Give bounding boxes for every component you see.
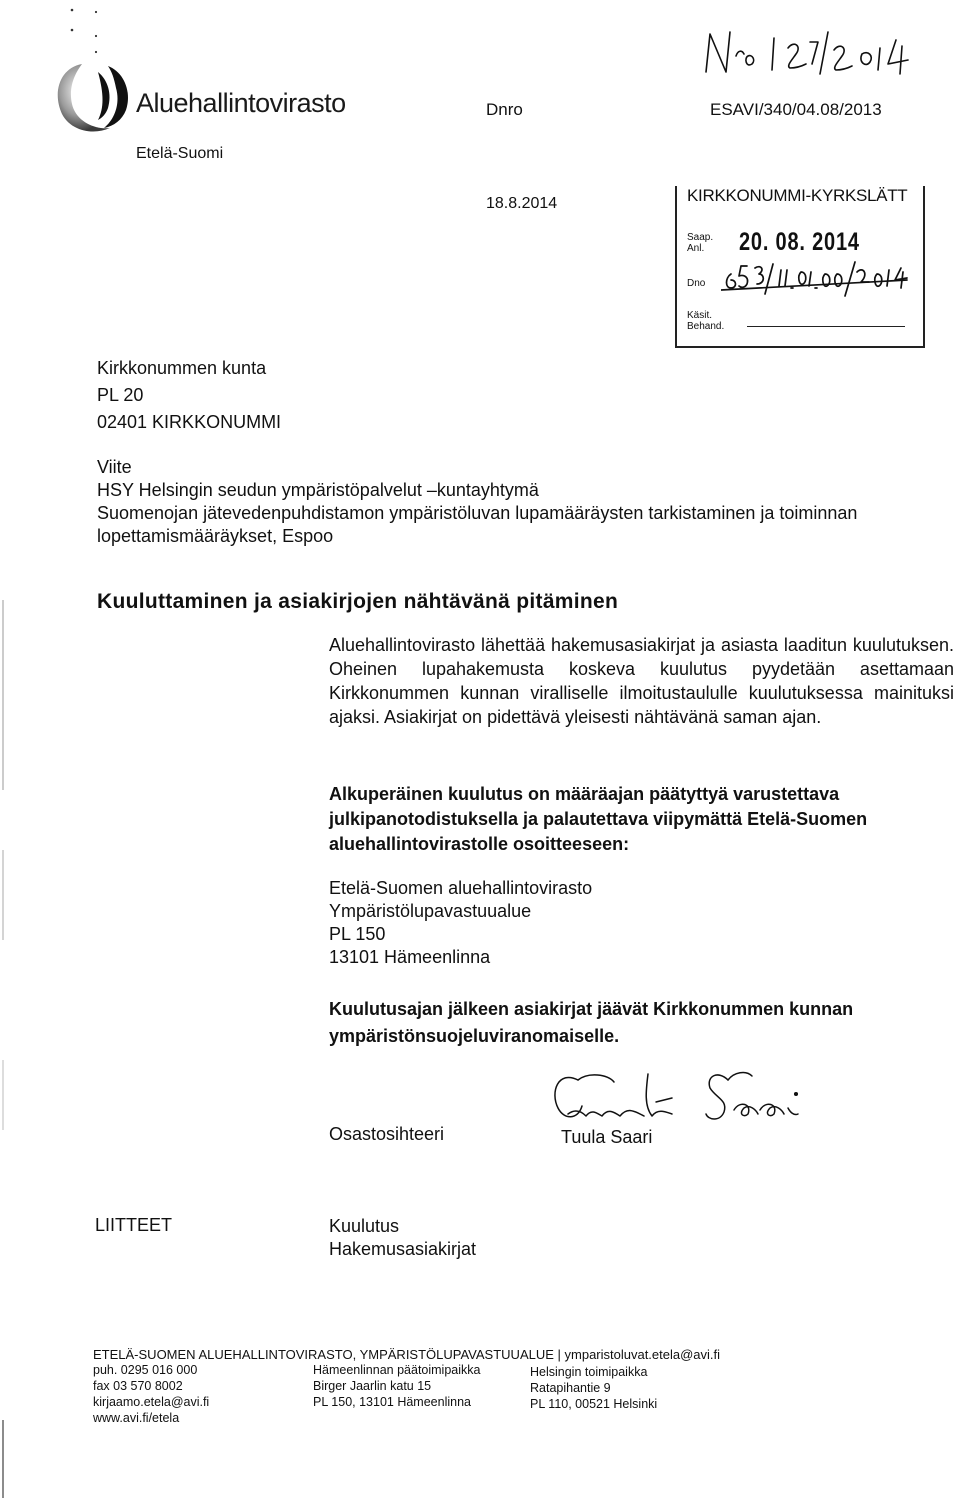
signer-title: Osastosihteeri xyxy=(329,1124,445,1144)
dnro-value: ESAVI/340/04.08/2013 xyxy=(710,100,882,119)
stamp-signature-line xyxy=(747,326,905,327)
footer-office-name: Helsingin toimipaikka xyxy=(530,1365,648,1379)
footer-po-box: PL 150, 13101 Hämeenlinna xyxy=(313,1395,471,1409)
footer-website: www.avi.fi/etela xyxy=(93,1411,180,1425)
attachment-item: Hakemusasiakirjat xyxy=(329,1239,477,1259)
attachments-list xyxy=(329,1215,476,1261)
agency-region: Etelä-Suomi xyxy=(136,145,224,162)
stamp-dno-label: Dno xyxy=(687,278,706,289)
reference-line-1: HSY Helsingin seudun ympäristöpalvelut –kuntayhtymä xyxy=(97,480,539,500)
footer-hameenlinna-column xyxy=(313,1362,480,1410)
agency-name: Aluehallintovirasto xyxy=(136,88,346,118)
stamp-handwritten-dno xyxy=(721,260,911,298)
recipient-line-2: PL 20 xyxy=(97,385,144,405)
recipient-line-1: Kirkkonummen kunta xyxy=(97,358,267,378)
body-paragraph-3: Kuulutusajan jälkeen asiakirjat jäävät Kirkkonummen kunnan ympäristönsuojeluviranomaiselle. xyxy=(329,999,854,1046)
footer-email: kirjaamo.etela@avi.fi xyxy=(93,1395,210,1409)
footer-phone: puh. 0295 016 000 xyxy=(93,1363,198,1377)
stamp-handled-label xyxy=(687,310,724,332)
body-paragraph-2: Alkuperäinen kuulutus on määräajan päätyttyä varustettava julkipanotodistuksella ja palautettava viipymättä Etelä-Suomen aluehallintovirastolle osoitteeseen: xyxy=(329,784,868,854)
scan-margin-marks xyxy=(0,0,110,1498)
return-address xyxy=(329,877,592,969)
stamp-behand-label: Behand. xyxy=(687,321,725,332)
attachment-item: Kuulutus xyxy=(329,1216,400,1236)
reference-label: Viite xyxy=(97,457,132,477)
return-address-line-2: Ympäristölupavastuualue xyxy=(329,901,532,921)
footer-fax: fax 03 570 8002 xyxy=(93,1379,183,1393)
stamp-title: KIRKKONUMMI-KYRKSLÄTT xyxy=(687,186,908,205)
reference-line-2: Suomenojan jätevedenpuhdistamon ympäristöluvan lupamääräysten tarkistaminen ja toiminnan xyxy=(97,503,858,523)
footer-heading: ETELÄ-SUOMEN ALUEHALLINTOVIRASTO, YMPÄRISTÖLUPAVASTUUALUE | ymparistoluvat.etela@avi.fi xyxy=(93,1347,721,1362)
handwritten-case-number xyxy=(702,28,922,76)
footer-street: Birger Jaarlin katu 15 xyxy=(313,1379,432,1393)
return-address-line-4: 13101 Hämeenlinna xyxy=(329,947,491,967)
footer-helsinki-column xyxy=(530,1364,657,1412)
stamp-received-label xyxy=(687,232,713,254)
reference-line-3: lopettamismääräykset, Espoo xyxy=(97,526,334,546)
attachments-label: LIITTEET xyxy=(95,1215,173,1235)
agency-logo-icon xyxy=(52,58,132,136)
footer-office-name: Hämeenlinnan päätoimipaikka xyxy=(313,1363,481,1377)
body-paragraph-1: Aluehallintovirasto lähettää hakemusasiakirjat ja asiasta laaditun kuulutuksen. Oheinen lupahakemusta koskeva kuulutus pyydetään asettamaan Kirkkonummen kunnan viralliselle ilmoitustaululle kuulutuksessa mainituksi ajaksi. Asiakirjat on pidettävä yleisesti nähtävänä saman ajan. xyxy=(329,635,954,727)
footer-street: Ratapihantie 9 xyxy=(530,1381,611,1395)
dnro-label: Dnro xyxy=(486,100,523,119)
return-address-line-1: Etelä-Suomen aluehallintovirasto xyxy=(329,878,593,898)
stamp-received-date: 20. 08. 2014 xyxy=(739,228,860,256)
return-address-line-3: PL 150 xyxy=(329,924,386,944)
receipt-stamp xyxy=(675,186,925,348)
stamp-saap-label: Saap. xyxy=(687,232,714,243)
footer-contact-column xyxy=(93,1362,209,1426)
stamp-anl-label: Anl. xyxy=(687,243,705,254)
recipient-address xyxy=(97,355,281,436)
letter-heading: Kuuluttaminen ja asiakirjojen nähtävänä pitäminen xyxy=(97,590,619,613)
reference-block xyxy=(97,456,957,548)
document-date: 18.8.2014 xyxy=(486,195,558,212)
handwritten-signature xyxy=(548,1062,828,1132)
recipient-line-3: 02401 KIRKKONUMMI xyxy=(97,412,282,432)
footer-po-box: PL 110, 00521 Helsinki xyxy=(530,1397,658,1411)
stamp-kasit-label: Käsit. xyxy=(687,310,713,321)
signer-name: Tuula Saari xyxy=(561,1127,653,1147)
